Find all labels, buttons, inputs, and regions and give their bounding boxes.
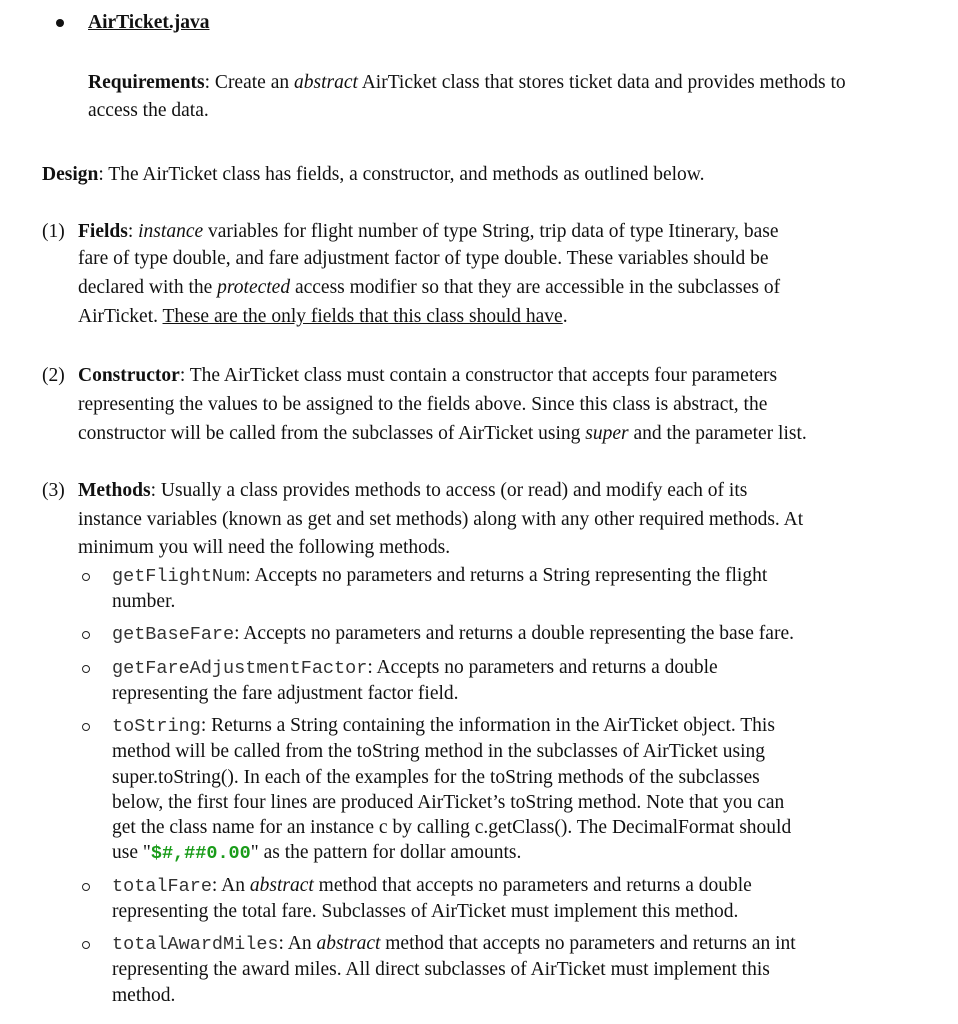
fields-label: Fields [78, 221, 128, 242]
fields-line-1 [78, 219, 779, 245]
text: : An [278, 933, 317, 954]
list-bullet-icon [82, 941, 90, 949]
method-tostring-line-4 [112, 790, 784, 816]
list-number: (1) [42, 221, 65, 242]
method-tostring-line-1 [112, 713, 775, 740]
text: representing the values to be assigned to the fields above. Since this class is abstract, the [78, 394, 768, 415]
method-totalawardmiles-line-2 [112, 957, 770, 983]
text: : Returns a String containing the information in the AirTicket object. This [200, 715, 775, 736]
text: access the data. [88, 100, 209, 121]
method-name: getFareAdjustmentFactor [112, 658, 368, 679]
text: minimum you will need the following methods. [78, 537, 451, 558]
text: representing the fare adjustment factor field. [112, 683, 459, 704]
text: : Accepts no parameters and returns a double [367, 657, 718, 678]
fields-line-4 [78, 304, 568, 330]
method-name: getBaseFare [112, 624, 235, 645]
list-bullet-icon [82, 631, 90, 639]
text: representing the award miles. All direct subclasses of AirTicket must implement this [112, 959, 770, 980]
emphasis: abstract [316, 933, 381, 954]
emphasis: abstract [249, 875, 314, 896]
emphasis: abstract [293, 72, 358, 93]
methods-line-1 [78, 478, 747, 504]
text: : Create an [204, 72, 294, 93]
text: AirTicket. [78, 306, 163, 327]
constructor-line-3 [78, 421, 807, 447]
text: : The AirTicket class has fields, a constructor, and methods as outlined below. [98, 164, 705, 185]
requirements-line-2 [88, 98, 209, 124]
emphasis: instance [138, 221, 204, 242]
list-number: (2) [42, 365, 65, 386]
text: and the parameter list. [628, 423, 807, 444]
text: declared with the [78, 277, 218, 298]
text: get the class name for an instance c by calling c.getClass(). The DecimalFormat should [112, 817, 792, 838]
method-getflightnum-line-2 [112, 589, 175, 615]
method-getflightnum-line-1 [112, 563, 767, 590]
method-tostring-line-6 [112, 840, 521, 867]
text: . [562, 306, 568, 327]
text: : Usually a class provides methods to access (or read) and modify each of its [150, 480, 748, 501]
file-title-text: AirTicket.java [88, 12, 210, 33]
methods-line-2 [78, 507, 803, 533]
text: : Accepts no parameters and returns a String representing the flight [245, 565, 768, 586]
method-totalawardmiles-line-3 [112, 983, 175, 1009]
emphasis: protected [217, 277, 291, 298]
text: AirTicket class that stores ticket data and provides methods to [357, 72, 846, 93]
method-name: getFlightNum [112, 566, 246, 587]
text: : Accepts no parameters and returns a double representing the base fare. [234, 623, 794, 644]
list-bullet-icon [82, 665, 90, 673]
method-name: totalAwardMiles [112, 934, 279, 955]
method-tostring-line-3 [112, 765, 760, 791]
method-getbasefare-line-1 [112, 621, 794, 648]
list-bullet-icon [82, 883, 90, 891]
methods-label: Methods [78, 480, 151, 501]
method-tostring-line-5 [112, 815, 791, 841]
text: super.toString(). In each of the examples for the toString methods of the subclasses [112, 767, 760, 788]
text: method will be called from the toString method in the subclasses of AirTicket using [112, 741, 765, 762]
method-name: totalFare [112, 876, 212, 897]
list-bullet-icon [82, 723, 90, 731]
method-name: toString [112, 716, 201, 737]
method-getfareadjustmentfactor-line-2 [112, 681, 459, 707]
requirements-label: Requirements [88, 72, 205, 93]
dollar-format-pattern: $#,##0.00 [150, 843, 251, 864]
requirements-line-1 [88, 70, 846, 96]
list-bullet-icon [82, 573, 90, 581]
text: method that accepts no parameters and returns a double [313, 875, 752, 896]
methods-number [42, 478, 65, 504]
text: variables for flight number of type String, trip data of type Itinerary, base [203, 221, 779, 242]
text: method. [112, 985, 176, 1006]
method-totalawardmiles-line-1 [112, 931, 796, 958]
fields-line-3 [78, 275, 780, 301]
design-paragraph [42, 162, 704, 188]
method-totalfare-line-2 [112, 899, 738, 925]
method-totalfare-line-1 [112, 873, 752, 900]
constructor-number [42, 363, 65, 389]
text: representing the total fare. Subclasses of AirTicket must implement this method. [112, 901, 739, 922]
text: instance variables (known as get and set methods) along with any other required methods. At [78, 509, 804, 530]
file-title [88, 10, 210, 36]
text: access modifier so that they are accessible in the subclasses of [290, 277, 781, 298]
text: constructor will be called from the subclasses of AirTicket using [78, 423, 586, 444]
text: fare of type double, and fare adjustment factor of type double. These variables should be [78, 248, 769, 269]
emphasis: super [585, 423, 629, 444]
underlined-text: These are the only fields that this class should have [162, 306, 563, 327]
fields-line-2 [78, 246, 769, 272]
text: method that accepts no parameters and returns an int [380, 933, 796, 954]
text: number. [112, 591, 176, 612]
constructor-label: Constructor [78, 365, 180, 386]
constructor-line-1 [78, 363, 777, 389]
text: below, the first four lines are produced AirTicket’s toString method. Note that you can [112, 792, 785, 813]
text: " as the pattern for dollar amounts. [250, 842, 522, 863]
method-getfareadjustmentfactor-line-1 [112, 655, 718, 682]
list-number: (3) [42, 480, 65, 501]
text: : [127, 221, 139, 242]
fields-number [42, 219, 65, 245]
methods-line-3 [78, 535, 450, 561]
text: use " [112, 842, 151, 863]
method-tostring-line-2 [112, 739, 765, 765]
constructor-line-2 [78, 392, 767, 418]
design-label: Design [42, 164, 99, 185]
text: : An [211, 875, 250, 896]
text: : The AirTicket class must contain a constructor that accepts four parameters [179, 365, 778, 386]
heading-bullet [56, 19, 64, 27]
